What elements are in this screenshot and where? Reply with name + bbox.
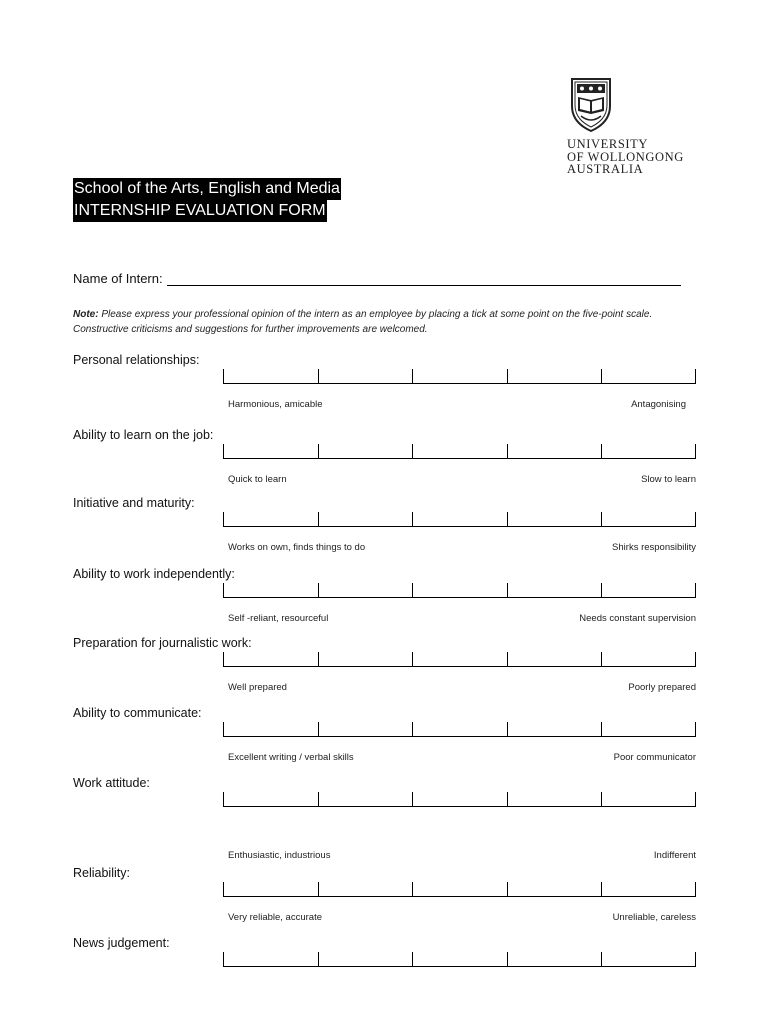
rating-section xyxy=(73,352,703,410)
scale-tick[interactable] xyxy=(223,583,224,597)
scale-tick[interactable] xyxy=(318,792,319,806)
intern-name-row xyxy=(73,271,681,286)
criterion-label: Ability to work independently: xyxy=(73,567,235,581)
scale-tick[interactable] xyxy=(412,652,413,666)
scale-tick[interactable] xyxy=(695,512,696,526)
intern-name-label: Name of Intern: xyxy=(73,271,163,286)
criterion-label: Ability to communicate: xyxy=(73,706,202,720)
rating-section xyxy=(73,566,703,624)
scale-tick[interactable] xyxy=(318,882,319,896)
scale-tick[interactable] xyxy=(507,792,508,806)
scale-tick[interactable] xyxy=(695,952,696,966)
scale-tick[interactable] xyxy=(412,952,413,966)
scale-left-anchor: Quick to learn xyxy=(228,474,287,485)
scale-tick[interactable] xyxy=(223,882,224,896)
scale-tick[interactable] xyxy=(412,583,413,597)
rating-section xyxy=(73,705,703,763)
scale-tick[interactable] xyxy=(507,444,508,458)
scale-tick[interactable] xyxy=(695,444,696,458)
scale-tick[interactable] xyxy=(318,722,319,736)
scale-tick[interactable] xyxy=(601,722,602,736)
scale-tick[interactable] xyxy=(507,652,508,666)
university-name xyxy=(567,138,707,176)
university-crest-icon xyxy=(569,76,613,132)
university-name-line: UNIVERSITY xyxy=(567,137,648,151)
scale-right-anchor: Slow to learn xyxy=(641,474,696,485)
criterion-label: Personal relationships: xyxy=(73,353,200,367)
criterion-label: Work attitude: xyxy=(73,776,150,790)
scale-tick[interactable] xyxy=(318,369,319,383)
scale-right-anchor: Needs constant supervision xyxy=(579,613,696,624)
rating-section xyxy=(73,775,703,861)
scale-tick[interactable] xyxy=(223,952,224,966)
scale-tick[interactable] xyxy=(507,952,508,966)
university-name-line: OF WOLLONGONG xyxy=(567,149,684,164)
rating-section xyxy=(73,935,703,951)
five-point-scale[interactable] xyxy=(223,369,696,384)
scale-tick[interactable] xyxy=(507,722,508,736)
scale-tick[interactable] xyxy=(601,369,602,383)
scale-tick[interactable] xyxy=(695,369,696,383)
scale-tick[interactable] xyxy=(601,444,602,458)
scale-right-anchor: Shirks responsibility xyxy=(612,542,696,553)
school-name: School of the Arts, English and Media xyxy=(73,178,341,200)
university-logo xyxy=(567,76,707,176)
note-text: Please express your professional opinion of the intern as an employee by placing a tick at some point on the five-point scale. Constructive criticisms and suggestions for further improvements are welcomed. xyxy=(73,309,653,335)
scale-tick[interactable] xyxy=(507,369,508,383)
five-point-scale[interactable] xyxy=(223,722,696,737)
scale-left-anchor: Enthusiastic, industrious xyxy=(228,850,331,861)
scale-tick[interactable] xyxy=(695,652,696,666)
scale-tick[interactable] xyxy=(223,652,224,666)
scale-tick[interactable] xyxy=(412,792,413,806)
scale-tick[interactable] xyxy=(601,882,602,896)
scale-left-anchor: Works on own, finds things to do xyxy=(228,542,366,553)
scale-tick[interactable] xyxy=(318,444,319,458)
scale-tick[interactable] xyxy=(412,722,413,736)
criterion-label: Preparation for journalistic work: xyxy=(73,636,252,650)
scale-tick[interactable] xyxy=(412,882,413,896)
scale-right-anchor: Unreliable, careless xyxy=(612,912,696,923)
five-point-scale[interactable] xyxy=(223,444,696,459)
university-name-line: AUSTRALIA xyxy=(567,162,644,176)
scale-tick[interactable] xyxy=(318,952,319,966)
rating-section xyxy=(73,865,703,923)
instructions-note xyxy=(73,307,698,337)
five-point-scale[interactable] xyxy=(223,952,696,967)
scale-tick[interactable] xyxy=(695,722,696,736)
five-point-scale[interactable] xyxy=(223,512,696,527)
scale-tick[interactable] xyxy=(223,722,224,736)
five-point-scale[interactable] xyxy=(223,583,696,598)
scale-left-anchor: Excellent writing / verbal skills xyxy=(228,752,354,763)
note-label: Note: xyxy=(73,309,99,320)
scale-tick[interactable] xyxy=(318,652,319,666)
scale-tick[interactable] xyxy=(412,444,413,458)
scale-tick[interactable] xyxy=(695,882,696,896)
criterion-label: News judgement: xyxy=(73,936,170,950)
criterion-label: Ability to learn on the job: xyxy=(73,428,214,442)
scale-tick[interactable] xyxy=(412,512,413,526)
intern-name-field[interactable] xyxy=(167,271,681,286)
form-title: INTERNSHIP EVALUATION FORM xyxy=(73,200,327,222)
scale-tick[interactable] xyxy=(601,583,602,597)
rating-section xyxy=(73,427,703,485)
five-point-scale[interactable] xyxy=(223,882,696,897)
scale-tick[interactable] xyxy=(601,792,602,806)
scale-left-anchor: Well prepared xyxy=(228,682,287,693)
criterion-label: Reliability: xyxy=(73,866,130,880)
scale-left-anchor: Very reliable, accurate xyxy=(228,912,322,923)
scale-tick[interactable] xyxy=(223,444,224,458)
scale-tick[interactable] xyxy=(318,583,319,597)
scale-tick[interactable] xyxy=(223,512,224,526)
scale-tick[interactable] xyxy=(223,792,224,806)
scale-left-anchor: Self -reliant, resourceful xyxy=(228,613,329,624)
rating-section xyxy=(73,635,703,693)
scale-right-anchor: Poorly prepared xyxy=(628,682,696,693)
scale-tick[interactable] xyxy=(601,652,602,666)
criterion-label: Initiative and maturity: xyxy=(73,496,195,510)
scale-right-anchor: Poor communicator xyxy=(613,752,696,763)
scale-tick[interactable] xyxy=(412,369,413,383)
five-point-scale[interactable] xyxy=(223,792,696,807)
scale-tick[interactable] xyxy=(507,512,508,526)
scale-tick[interactable] xyxy=(601,952,602,966)
form-title-block xyxy=(73,178,341,222)
scale-tick[interactable] xyxy=(695,583,696,597)
scale-tick[interactable] xyxy=(507,583,508,597)
scale-tick[interactable] xyxy=(695,792,696,806)
scale-right-anchor: Indifferent xyxy=(653,850,696,861)
scale-right-anchor: Antagonising xyxy=(631,399,686,410)
five-point-scale[interactable] xyxy=(223,652,696,667)
rating-section xyxy=(73,495,703,553)
scale-tick[interactable] xyxy=(507,882,508,896)
scale-tick[interactable] xyxy=(318,512,319,526)
scale-tick[interactable] xyxy=(223,369,224,383)
scale-tick[interactable] xyxy=(601,512,602,526)
scale-left-anchor: Harmonious, amicable xyxy=(228,399,323,410)
